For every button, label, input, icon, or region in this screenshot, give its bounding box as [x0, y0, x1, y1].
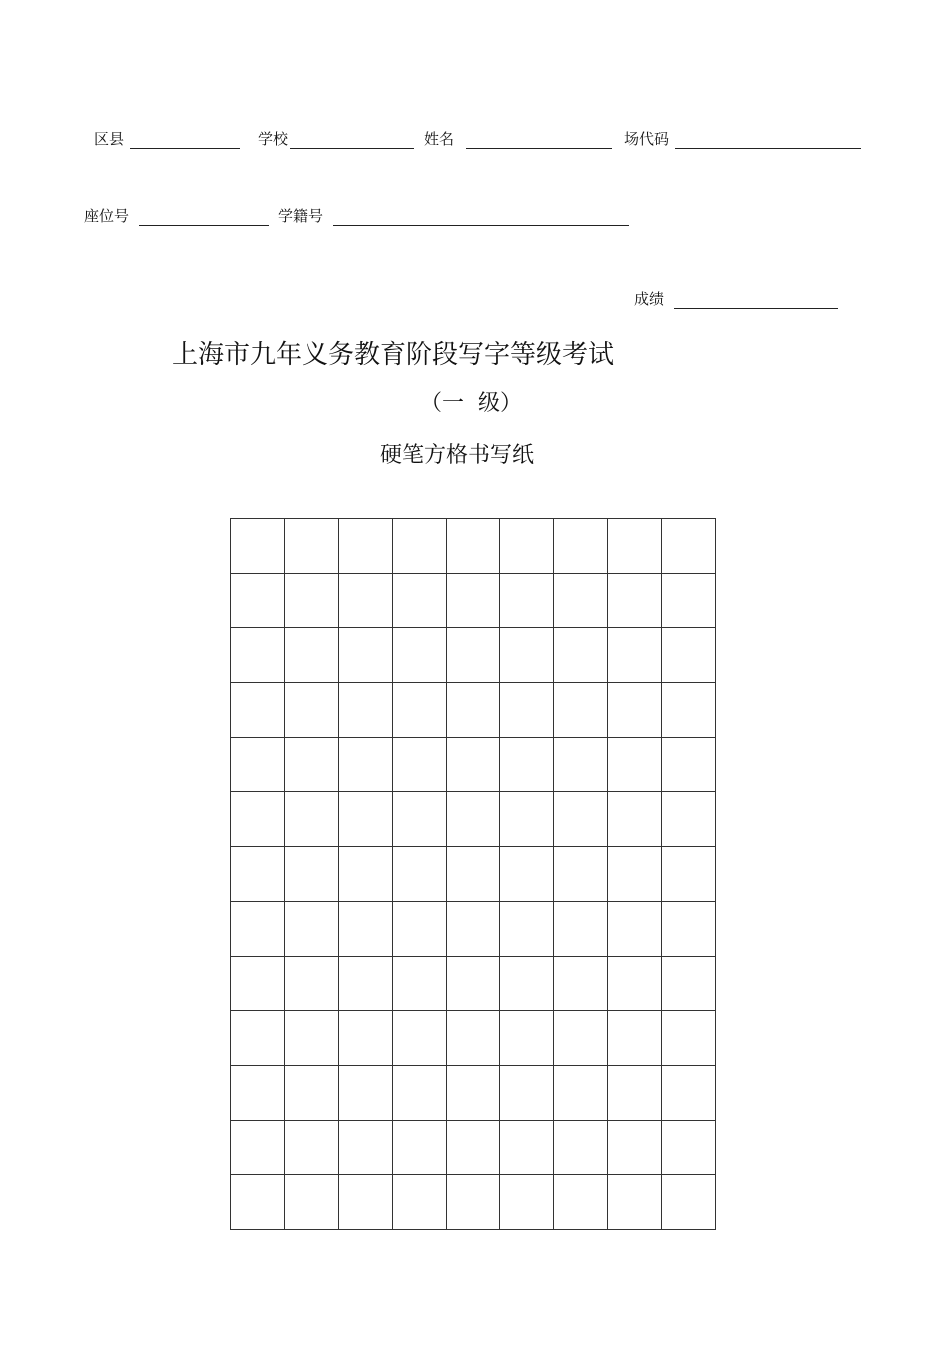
name-input-line[interactable]	[466, 134, 612, 149]
grid-cell[interactable]	[339, 1011, 393, 1066]
grid-cell[interactable]	[608, 957, 662, 1012]
name-field	[424, 128, 612, 149]
grid-cell[interactable]	[447, 519, 501, 574]
grid-cell[interactable]	[339, 957, 393, 1012]
grid-cell[interactable]	[231, 792, 285, 847]
grid-cell[interactable]	[393, 683, 447, 738]
grid-cell[interactable]	[554, 683, 608, 738]
student-id-input-line[interactable]	[333, 211, 629, 226]
grid-cell[interactable]	[500, 1121, 554, 1176]
school-field	[258, 128, 414, 149]
writing-grid	[230, 518, 716, 1230]
grid-cell[interactable]	[339, 1066, 393, 1121]
grid-cell[interactable]	[608, 847, 662, 902]
grid-cell[interactable]	[447, 1066, 501, 1121]
grid-cell[interactable]	[285, 738, 339, 793]
grid-cell[interactable]	[662, 628, 716, 683]
grid-cell[interactable]	[447, 683, 501, 738]
grid-cell[interactable]	[662, 1066, 716, 1121]
grid-cell[interactable]	[285, 1011, 339, 1066]
grid-cell[interactable]	[231, 738, 285, 793]
grid-cell[interactable]	[554, 519, 608, 574]
grid-cell[interactable]	[339, 1175, 393, 1230]
grid-cell[interactable]	[554, 847, 608, 902]
grid-cell[interactable]	[339, 1121, 393, 1176]
venue-code-field	[624, 128, 861, 149]
grid-cell[interactable]	[231, 1011, 285, 1066]
grid-cell[interactable]	[662, 1121, 716, 1176]
grid-cell[interactable]	[393, 738, 447, 793]
name-label: 姓名	[424, 130, 455, 148]
grid-cell[interactable]	[339, 792, 393, 847]
grid-cell[interactable]	[447, 1121, 501, 1176]
grid-cell[interactable]	[608, 902, 662, 957]
grid-cell[interactable]	[231, 957, 285, 1012]
grid-cell[interactable]	[500, 1011, 554, 1066]
grid-cell[interactable]	[500, 628, 554, 683]
student-id-field	[278, 205, 629, 226]
exam-level: （一 级）	[420, 391, 522, 416]
grid-cell[interactable]	[285, 902, 339, 957]
grid-cell[interactable]	[393, 519, 447, 574]
grid-cell[interactable]	[447, 628, 501, 683]
grid-cell[interactable]	[339, 519, 393, 574]
grid-cell[interactable]	[662, 574, 716, 629]
grid-cell[interactable]	[393, 1066, 447, 1121]
grid-cell[interactable]	[393, 957, 447, 1012]
grid-cell[interactable]	[608, 738, 662, 793]
grid-cell[interactable]	[285, 847, 339, 902]
grid-cell[interactable]	[339, 628, 393, 683]
district-label: 区县	[94, 130, 125, 148]
grid-cell[interactable]	[608, 1175, 662, 1230]
grid-cell[interactable]	[554, 957, 608, 1012]
grid-cell[interactable]	[447, 574, 501, 629]
paper-subtitle: 硬笔方格书写纸	[380, 443, 535, 468]
grid-cell[interactable]	[554, 1066, 608, 1121]
grid-cell[interactable]	[393, 574, 447, 629]
grid-cell[interactable]	[393, 847, 447, 902]
grid-cell[interactable]	[285, 683, 339, 738]
grid-cell[interactable]	[500, 957, 554, 1012]
grid-cell[interactable]	[393, 792, 447, 847]
grid-cell[interactable]	[231, 628, 285, 683]
school-input-line[interactable]	[290, 134, 414, 149]
grid-cell[interactable]	[608, 1121, 662, 1176]
grid-cell[interactable]	[285, 957, 339, 1012]
grid-cell[interactable]	[339, 847, 393, 902]
grid-cell[interactable]	[500, 847, 554, 902]
grid-cell[interactable]	[662, 847, 716, 902]
grid-cell[interactable]	[554, 574, 608, 629]
grid-cell[interactable]	[231, 902, 285, 957]
district-input-line[interactable]	[130, 134, 240, 149]
school-label: 学校	[258, 130, 289, 148]
grid-cell[interactable]	[393, 1121, 447, 1176]
grid-cell[interactable]	[285, 1066, 339, 1121]
grid-cell[interactable]	[500, 1066, 554, 1121]
grid-cell[interactable]	[285, 628, 339, 683]
grid-cell[interactable]	[231, 574, 285, 629]
grid-cell[interactable]	[554, 1121, 608, 1176]
venue-code-label: 场代码	[624, 130, 670, 148]
grid-cell[interactable]	[500, 902, 554, 957]
exam-title: 上海市九年义务教育阶段写字等级考试	[172, 340, 615, 370]
grid-cell[interactable]	[285, 574, 339, 629]
grid-cell[interactable]	[608, 1011, 662, 1066]
grid-cell[interactable]	[231, 847, 285, 902]
grid-cell[interactable]	[447, 738, 501, 793]
grid-cell[interactable]	[554, 792, 608, 847]
grid-cell[interactable]	[554, 628, 608, 683]
grid-cell[interactable]	[447, 792, 501, 847]
venue-code-input-line[interactable]	[675, 134, 861, 149]
grid-cell[interactable]	[500, 683, 554, 738]
grid-cell[interactable]	[447, 957, 501, 1012]
grid-cell[interactable]	[554, 738, 608, 793]
grid-cell[interactable]	[554, 1175, 608, 1230]
grid-cell[interactable]	[500, 738, 554, 793]
grid-cell[interactable]	[500, 1175, 554, 1230]
grid-cell[interactable]	[339, 902, 393, 957]
grid-cell[interactable]	[339, 683, 393, 738]
grid-cell[interactable]	[231, 519, 285, 574]
seat-input-line[interactable]	[139, 211, 269, 226]
seat-field	[84, 205, 269, 226]
grid-cell[interactable]	[608, 683, 662, 738]
district-field	[94, 128, 240, 149]
seat-label: 座位号	[84, 207, 130, 225]
grid-cell[interactable]	[285, 1175, 339, 1230]
score-field	[634, 288, 838, 309]
grid-cell[interactable]	[231, 1066, 285, 1121]
grid-cell[interactable]	[393, 628, 447, 683]
grid-cell[interactable]	[447, 847, 501, 902]
grid-cell[interactable]	[231, 683, 285, 738]
grid-cell[interactable]	[393, 1175, 447, 1230]
grid-cell[interactable]	[662, 1011, 716, 1066]
grid-cell[interactable]	[608, 628, 662, 683]
grid-cell[interactable]	[662, 738, 716, 793]
grid-cell[interactable]	[554, 1011, 608, 1066]
grid-cell[interactable]	[339, 574, 393, 629]
grid-cell[interactable]	[285, 792, 339, 847]
grid-cell[interactable]	[339, 738, 393, 793]
grid-cell[interactable]	[500, 792, 554, 847]
grid-cell[interactable]	[393, 1011, 447, 1066]
grid-cell[interactable]	[554, 902, 608, 957]
grid-cell[interactable]	[608, 1066, 662, 1121]
grid-cell[interactable]	[662, 792, 716, 847]
grid-cell[interactable]	[608, 792, 662, 847]
grid-cell[interactable]	[662, 957, 716, 1012]
grid-cell[interactable]	[662, 902, 716, 957]
student-id-label: 学籍号	[278, 207, 324, 225]
grid-cell[interactable]	[662, 519, 716, 574]
grid-cell[interactable]	[662, 1175, 716, 1230]
grid-cell[interactable]	[231, 1121, 285, 1176]
score-input-line[interactable]	[674, 294, 838, 309]
grid-cell[interactable]	[447, 902, 501, 957]
grid-cell[interactable]	[608, 574, 662, 629]
grid-cell[interactable]	[285, 519, 339, 574]
grid-cell[interactable]	[285, 1121, 339, 1176]
grid-cell[interactable]	[393, 902, 447, 957]
grid-cell[interactable]	[500, 574, 554, 629]
grid-cell[interactable]	[608, 519, 662, 574]
grid-cell[interactable]	[662, 683, 716, 738]
score-label: 成绩	[634, 290, 665, 308]
grid-cell[interactable]	[447, 1011, 501, 1066]
grid-cell[interactable]	[447, 1175, 501, 1230]
grid-cell[interactable]	[231, 1175, 285, 1230]
grid-cell[interactable]	[500, 519, 554, 574]
